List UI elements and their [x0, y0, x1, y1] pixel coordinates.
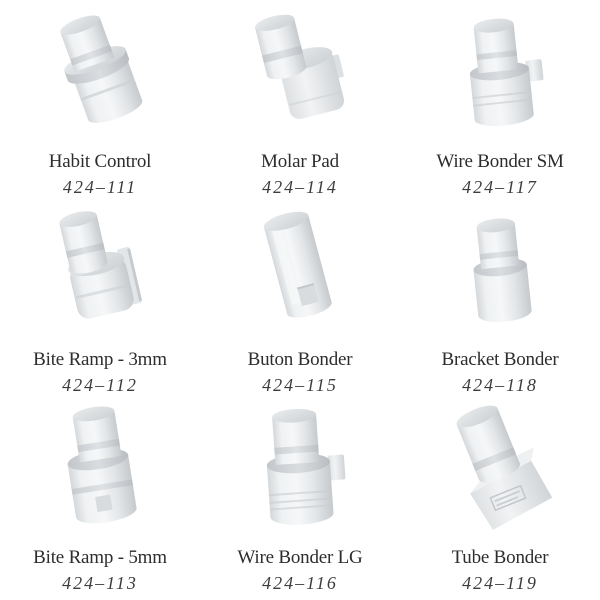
- product-name: Wire Bonder SM: [436, 151, 564, 172]
- product-part-number: 424–119: [462, 573, 538, 593]
- bite-ramp-5mm-render-icon: [25, 404, 175, 538]
- product-image-wire-bonder-lg: [220, 404, 380, 538]
- product-image-wire-bonder-sm: [420, 8, 580, 142]
- product-image-bracket-bonder: [420, 206, 580, 340]
- bite-ramp-3mm-render-icon: [25, 206, 175, 340]
- molar-pad-render-icon: [225, 8, 375, 142]
- product-name: Bite Ramp - 3mm: [33, 349, 167, 370]
- product-part-number: 424–115: [262, 375, 338, 395]
- product-name: Molar Pad: [261, 151, 339, 172]
- product-card-molar-pad: [200, 8, 400, 197]
- product-part-number: 424–112: [62, 375, 138, 395]
- product-card-wire-bonder-lg: [200, 404, 400, 593]
- product-name: Tube Bonder: [451, 547, 549, 568]
- product-part-number: 424–111: [62, 177, 138, 197]
- product-card-bite-ramp-5mm: [0, 404, 200, 593]
- tube-bonder-render-icon: [425, 404, 575, 538]
- buton-bonder-render-icon: [225, 206, 375, 340]
- wire-bonder-lg-render-icon: [225, 404, 375, 538]
- product-part-number: 424–116: [262, 573, 338, 593]
- product-name: Bite Ramp - 5mm: [33, 547, 167, 568]
- product-card-buton-bonder: [200, 206, 400, 395]
- product-name: Habit Control: [48, 151, 152, 172]
- product-name: Bracket Bonder: [441, 349, 559, 370]
- bracket-bonder-render-icon: [425, 206, 575, 340]
- wire-bonder-sm-render-icon: [425, 8, 575, 142]
- product-part-number: 424–117: [462, 177, 538, 197]
- product-name: Buton Bonder: [247, 349, 353, 370]
- product-card-wire-bonder-sm: [400, 8, 600, 197]
- habit-control-render-icon: [25, 8, 175, 142]
- product-image-bite-ramp-3mm: [20, 206, 180, 340]
- product-image-tube-bonder: [420, 404, 580, 538]
- product-part-number: 424–114: [262, 177, 338, 197]
- product-card-bite-ramp-3mm: [0, 206, 200, 395]
- product-image-habit-control: [20, 8, 180, 142]
- product-card-habit-control: [0, 8, 200, 197]
- product-card-bracket-bonder: [400, 206, 600, 395]
- product-image-buton-bonder: [220, 206, 380, 340]
- product-part-number: 424–118: [462, 375, 538, 395]
- product-card-tube-bonder: [400, 404, 600, 593]
- product-image-bite-ramp-5mm: [20, 404, 180, 538]
- product-part-number: 424–113: [62, 573, 138, 593]
- product-image-molar-pad: [220, 8, 380, 142]
- product-name: Wire Bonder LG: [237, 547, 363, 568]
